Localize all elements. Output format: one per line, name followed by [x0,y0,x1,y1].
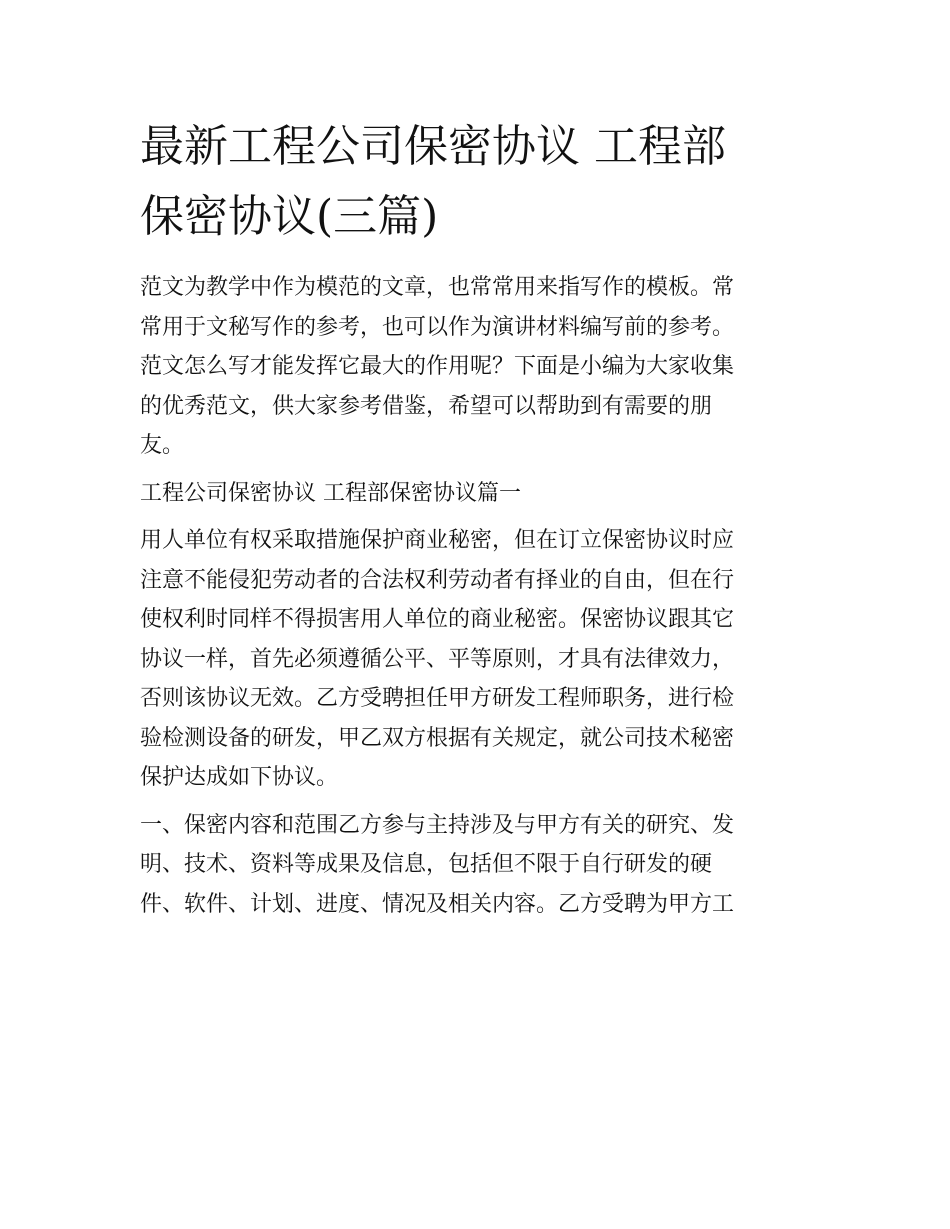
document-body [140,112,820,924]
section-heading: 工程公司保密协议 工程部保密协议篇一 [140,480,521,506]
body-paragraph-2: 一、保密内容和范围乙方参与主持涉及与甲方有关的研究、发 明、技术、资料等成果及信息，包括但不限于自行研发的硬 件、软件、计划、进度、情况及相关内容。乙方受聘为甲方工 [140,812,735,917]
intro-paragraph: 范文为教学中作为模范的文章，也常常用来指写作的模板。常 常用于文秘写作的参考，也可以作为演讲材料编写前的参考。 范文怎么写才能发挥它最大的作用呢？下面是小编为大家收集 的优秀范文，供大家参考借鉴，希望可以帮助到有需要的朋 友。 [140,275,735,458]
body-paragraph-1: 用人单位有权采取措施保护商业秘密，但在订立保密协议时应 注意不能侵犯劳动者的合法权利劳动者有择业的自由，但在行 使权利时同样不得损害用人单位的商业秘密。保密协议跟其它 协议一样，首先必须遵循公平、平等原则，才具有法律效力， 否则该协议无效。乙方受聘担任甲方研发工程师职务，进行检 验检测设备的研发，甲乙双方根据有关规定，就公司技术秘密 保护达成如下协议。 [140,528,735,790]
document-title: 最新工程公司保密协议 工程部 保密协议(三篇) [140,121,726,242]
